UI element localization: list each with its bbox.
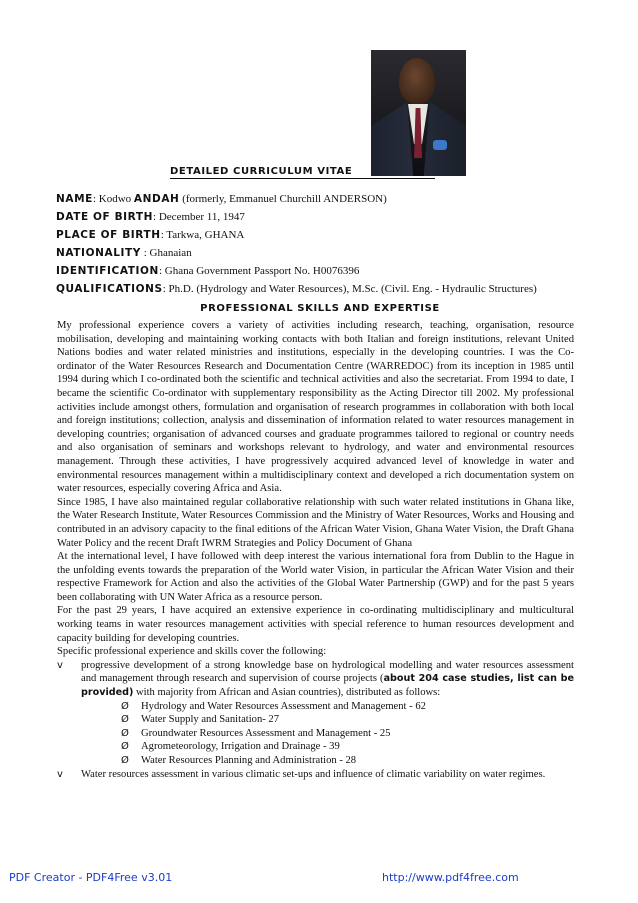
detail-label: QUALIFICATIONS [56,283,163,295]
detail-row-name: NAME: Kodwo ANDAH (formerly, Emmanuel Churchill ANDERSON) [56,193,387,205]
detail-label: PLACE OF BIRTH [56,229,161,241]
detail-row-identification: IDENTIFICATION: Ghana Government Passport No. H0076396 [56,265,360,277]
paragraph: Since 1985, I have also maintained regular collaborative relationship with such water related institutions in Ghana like, the Water Research Institute, Water Resources Commission and the Ministry of Water Resources, Works and Housing and contributed in an advisory capacity to the final editions of the African Water Vision, Ghana Water Vision, the Draft Ghana Water Policy and the recent Draft IWRM Strategies and Policy Document of Ghana [57,496,574,549]
detail-label: DATE OF BIRTH [56,211,154,223]
list-item: Ø Water Supply and Sanitation- 27 [121,714,280,726]
paragraph: For the past 29 years, I have acquired an extensive experience in co-ordinating multidisciplinary and multicultural working teams in water resources management activities with special reference to human resources development and capacity building for developing countries. [57,605,574,644]
portrait-photo [371,50,466,176]
personal-details [56,190,616,298]
pdf-footer [0,871,638,885]
portrait-pocket-square [433,140,447,150]
list-item: Ø Agrometeorology, Irrigation and Drainage - 39 [121,741,340,753]
paragraph: At the international level, I have followed with deep interest the various international fora from Dublin to the Hague in the unfolding events towards the preparation of the World water Vision, in particular the African Water Vision and their respective Framework for Action and also the activities of the Global Water Partnership (GWP) and for the past 5 years been collaborating with UN Water Africa as a resource person. [57,551,574,603]
list-item: v progressive development of a strong knowledge base on hydrological modelling and water resources assessment and management through research and supervision of course projects (about 204 case studies, list can be provided) with majority from African and Asian countries), distributed as follows: Ø Hydrology and Water Resources Assessment and Management - 62 Ø Water Supply and Sanitation- 27 Ø Groundwater Resources Assessment and Management - 25 Ø Agrometeorology, Irrigation and Drainage - 39 Ø Water Resources Planning and Administration - 28 [57,659,574,766]
detail-label: IDENTIFICATION [56,265,159,277]
pdf-creator-label: PDF Creator - PDF4Free v3.01 [9,871,173,884]
arrow-bullet-icon: Ø [121,714,129,726]
pdf4free-link[interactable]: http://www.pdf4free.com [382,871,519,884]
detail-row-qualifications: QUALIFICATIONS: Ph.D. (Hydrology and Water Resources), M.Sc. (Civil. Eng. - Hydraulic Structures) [56,283,537,295]
detail-label: NAME [56,193,93,205]
list-item: Ø Hydrology and Water Resources Assessment and Management - 62 [121,700,426,712]
bullet-v-icon: v [57,659,63,671]
detail-row-pob: PLACE OF BIRTH: Tarkwa, GHANA [56,229,245,241]
arrow-bullet-icon: Ø [121,700,129,712]
document-title: DETAILED CURRICULUM VITAE [170,166,435,179]
arrow-bullet-icon: Ø [121,727,129,739]
list-item: Ø Groundwater Resources Assessment and Management - 25 [121,727,391,739]
paragraph: Specific professional experience and skills cover the following: [57,646,327,658]
skills-list [57,659,574,781]
detail-row-nationality: NATIONALITY : Ghanaian [56,247,192,259]
detail-label: NATIONALITY [56,247,141,259]
list-item: v Water resources assessment in various climatic set-ups and influence of climatic variability on water regimes. [57,768,546,780]
section-heading: PROFESSIONAL SKILLS AND EXPERTISE [200,303,440,314]
detail-row-dob: DATE OF BIRTH: December 11, 1947 [56,211,245,223]
case-study-breakdown [81,700,574,768]
paragraph: My professional experience covers a variety of activities including research, teaching, organisation, resource mobilisation, developing and maintaining working contacts with both Italian and foreign institutions, relevant United Nations bodies and water related ministries and institutions, especially in the developing countries. I was the Co-ordinator of the Water Resources Research and Documentation Centre (WARREDOC) from its inception in 1985 until 1994 during which I co-ordinated both the scientific and technical activities and also the secretariat. From 1994 to date, I became the scientific Co-ordinator with supplementary responsibility as the Acting Director till 2002. My professional activities include amongst others, formulation and organisation of research programmes in collaboration with both local and foreign institutions; collection, analysis and dissemination of information related to water resources management in developing countries; organisation of advanced courses and graduate programmes tailored to regional or country needs and also organisation of seminars and workshops relevant to hydrology, and water and environmental resources management. Through these activities, I have progressively acquired advanced level of knowledge in water and environmental resources management within a multidisciplinary context and developed a rich documentation system on water resources, especially covering Africa and Asia. [57,320,574,495]
list-item: Ø Water Resources Planning and Administration - 28 [121,755,357,766]
section-body [57,319,574,781]
arrow-bullet-icon: Ø [121,755,129,766]
arrow-bullet-icon: Ø [121,741,129,753]
portrait-face [399,58,435,104]
case-studies-note: about 204 case studies, list can be provided) [81,673,574,699]
bullet-v-icon: v [57,768,63,780]
